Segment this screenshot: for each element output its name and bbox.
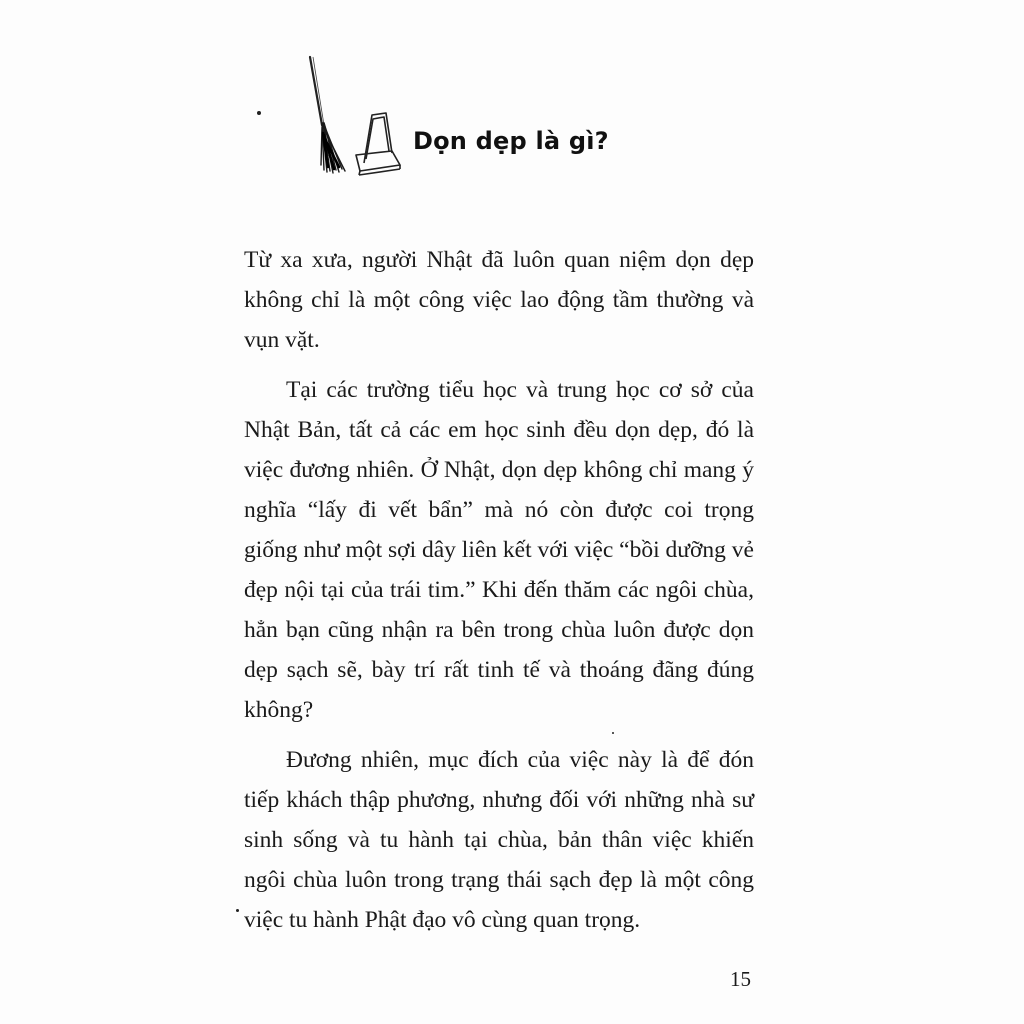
scan-speck [612,732,614,734]
scan-speck [257,111,261,115]
paragraph-3: Đương nhiên, mục đích của việc này là để đón tiếp khách thập phương, nhưng đối với những nhà sư sinh sống và tu hành tại chùa, bản thân việc khiến ngôi chùa luôn trong trạng thái sạch đẹp là một công việc tu hành Phật đạo vô cùng quan trọng. [244,747,754,933]
paragraph-2: Tại các trường tiểu học và trung học cơ sở của Nhật Bản, tất cả các em học sinh đều dọn dẹp, đó là việc đương nhiên. Ở Nhật, dọn dẹp không chỉ mang ý nghĩa “lấy đi vết bẩn” mà nó còn được coi trọng giống như một sợi dây liên kết với việc “bồi dưỡng vẻ đẹp nội tại của trái tim.” Khi đến thăm các ngôi chùa, hẳn bạn cũng nhận ra bên trong chùa luôn được dọn dẹp sạch sẽ, bày trí rất tinh tế và thoáng đãng đúng không? [244,377,754,723]
paragraph-1: Từ xa xưa, người Nhật đã luôn quan niệm dọn dẹp không chỉ là một công việc lao động tầm thường và vụn vặt. [244,247,754,353]
scan-speck [236,909,239,912]
section-header [300,55,700,185]
body-text [244,240,754,940]
page-number: 15 [730,967,751,991]
broom-and-dustpan-icon [302,55,452,180]
section-title: Dọn dẹp là gì? [413,127,609,155]
